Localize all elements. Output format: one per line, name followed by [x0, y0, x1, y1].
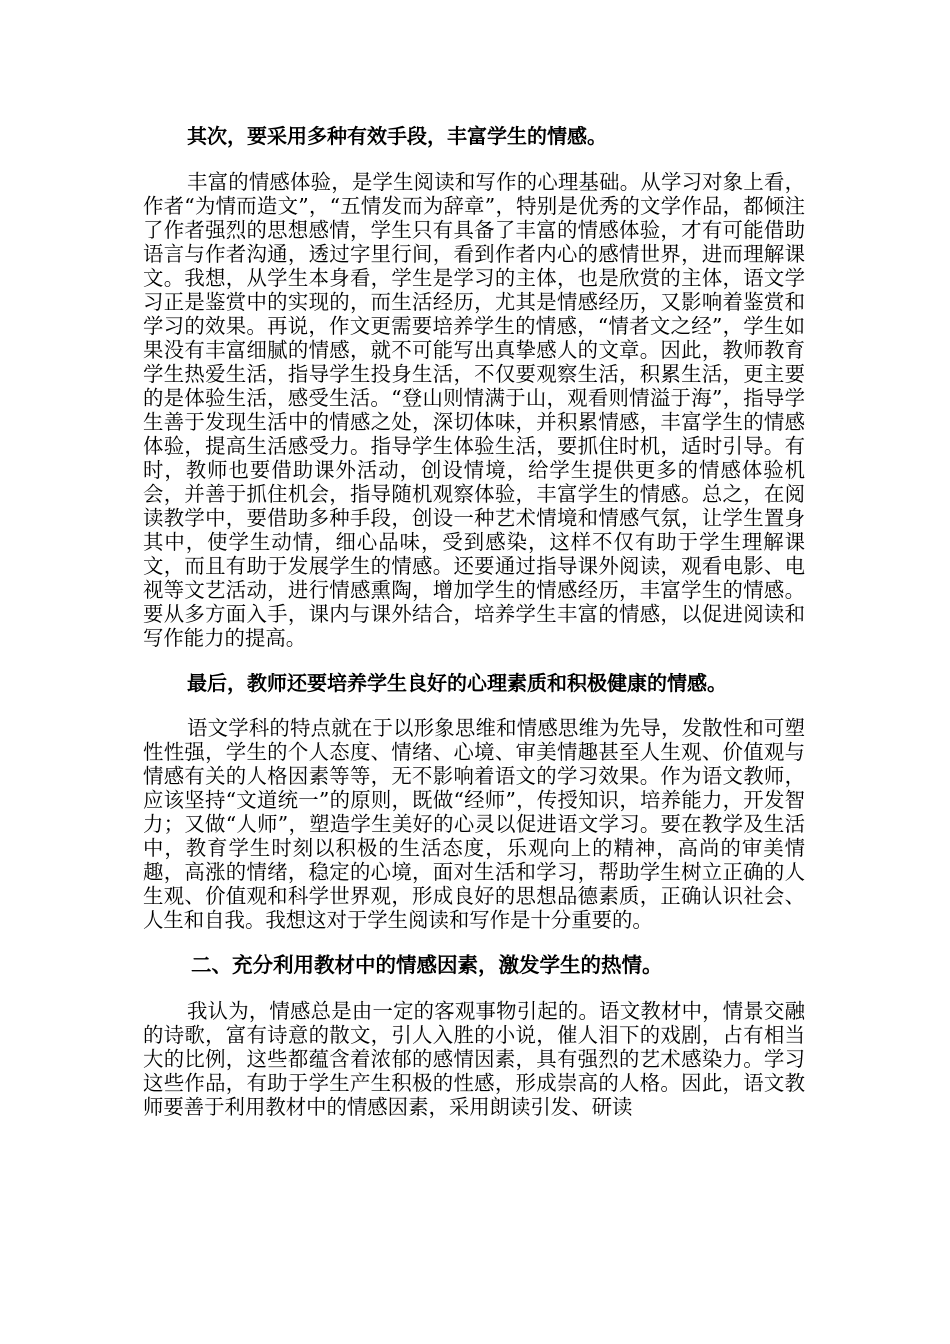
- body-paragraph: 我认为，情感总是由一定的客观事物引起的。语文教材中，情景交融的诗歌，富有诗意的散文，引人入胜的小说，催人泪下的戏剧，占有相当大的比例，这些都蕴含着浓郁的感情因素，具有强烈的艺术感染力。学习这些作品，有助于学生产生积极的性感，形成崇高的人格。因此，语文教师要善于利用教材中的情感因素，采用朗读引发、研读: [143, 999, 805, 1119]
- document-page: [143, 122, 805, 1119]
- section-heading-textbook-emotion: 二、充分利用教材中的情感因素，激发学生的热情。: [191, 953, 663, 977]
- body-paragraph: 丰富的情感体验，是学生阅读和写作的心理基础。从学习对象上看，作者“为情而造文”，“五情发而为辞章”，特别是优秀的文学作品，都倾注了作者强烈的思想感情，学生只有具备了丰富的情感体验，才有可能借助语言与作者沟通，透过字里行间，看到作者内心的感情世界，进而理解课文。我想，从学生本身看，学生是学习的主体，也是欣赏的主体，语文学习正是鉴赏中的实现的，而生活经历，尤其是情感经历，又影响着鉴赏和学习的效果。再说，作文更需要培养学生的情感，“情者文之经”，学生如果没有丰富细腻的情感，就不可能写出真挚感人的文章。因此，教师教育学生热爱生活，指导学生投身生活，不仅要观察生活，积累生活，更主要的是体验生活，感受生活。“登山则情满于山，观看则情溢于海”，指导学生善于发现生活中的情感之处，深切体味，并积累情感，丰富学生的情感体验，提高生活感受力。指导学生体验生活，要抓住时机，适时引导。有时，教师也要借助课外活动，创设情境，给学生提供更多的情感体验机会，并善于抓住机会，指导随机观察体验，丰富学生的情感。总之，在阅读教学中，要借助多种手段，创设一种艺术情境和情感气氛，让学生置身其中，使学生动情，细心品味，受到感染，这样不仅有助于学生理解课文，而且有助于发展学生的情感。还要通过指导课外阅读，观看电影、电视等文艺活动，进行情感熏陶，增加学生的情感经历，丰富学生的情感。要从多方面入手，课内与课外结合，培养学生丰富的情感，以促进阅读和写作能力的提高。: [143, 170, 805, 650]
- section-heading-mental-quality: 最后，教师还要培养学生良好的心理素质和积极健康的情感。: [187, 671, 727, 695]
- body-paragraph: 语文学科的特点就在于以形象思维和情感思维为先导，发散性和可塑性性强，学生的个人态度、情绪、心境、审美情趣甚至人生观、价值观与情感有关的人格因素等等，无不影响着语文的学习效果。作为语文教师，应该坚持“文道统一”的原则，既做“经师”，传授知识，培养能力，开发智力；又做“人师”，塑造学生美好的心灵以促进语文学习。要在教学及生活中，教育学生时刻以积极的生活态度，乐观向上的精神，高尚的审美情趣，高涨的情绪，稳定的心境，面对生活和学习，帮助学生树立正确的人生观、价值观和科学世界观，形成良好的思想品德素质，正确认识社会、人生和自我。我想这对于学生阅读和写作是十分重要的。: [143, 716, 805, 932]
- section-heading-richen-emotion: 其次，要采用多种有效手段，丰富学生的情感。: [187, 124, 607, 148]
